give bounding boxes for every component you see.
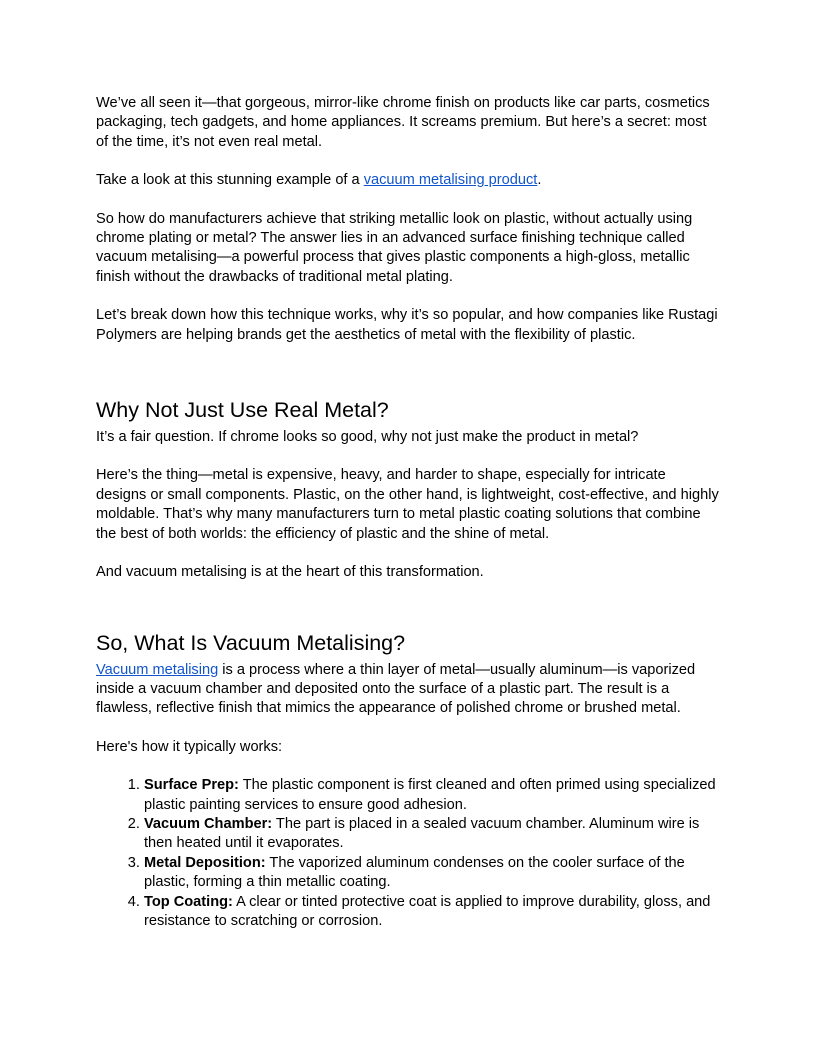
list-item xyxy=(144,893,720,932)
what-paragraph-1-body: is a process where a thin layer of metal—usually aluminum—is vaporized inside a vacuum chamber and deposited onto the surface of a plastic part. The result is a flawless, reflective finish that mimics the appearance of polished chrome or brushed metal. xyxy=(96,661,696,717)
why-heading: Why Not Just Use Real Metal? xyxy=(96,398,389,423)
step-text: The vaporized aluminum condenses on the cooler surface of the plastic, forming a thin metallic coating. xyxy=(144,854,685,891)
step-title: Surface Prep: xyxy=(144,777,239,794)
what-paragraph-1 xyxy=(96,661,720,719)
step-title: Vacuum Chamber: xyxy=(144,815,273,832)
list-item xyxy=(144,815,720,854)
vacuum-metalising-product-link[interactable]: vacuum metalising product xyxy=(363,172,538,189)
step-title: Metal Deposition: xyxy=(144,854,266,871)
intro-paragraph-2-end: . xyxy=(537,172,542,189)
list-item xyxy=(144,854,720,893)
intro-paragraph-2 xyxy=(96,171,720,190)
what-paragraph-2: Here's how it typically works: xyxy=(96,738,283,755)
intro-paragraph-2-lead: Take a look at this stunning example of a xyxy=(96,172,364,189)
intro-paragraph-1: We’ve all seen it—that gorgeous, mirror-like chrome finish on products like car parts, cosmetics packaging, tech gadgets, and home appliances. It screams premium. But here’s a secret: most of the time, it’s not even real metal. xyxy=(96,95,710,150)
intro-paragraph-3: So how do manufacturers achieve that striking metallic look on plastic, without actually using chrome plating or metal? The answer lies in an advanced surface finishing technique called vacuum metalising—a powerful process that gives plastic components a high-gloss, metallic finish without the drawbacks of traditional metal plating. xyxy=(96,210,693,285)
why-paragraph-1: It’s a fair question. If chrome looks so good, why not just make the product in metal? xyxy=(96,429,639,446)
intro-paragraph-4: Let’s break down how this technique works, why it’s so popular, and how companies like Rustagi Polymers are helping brands get the aesthetics of metal with the flexibility of plastic. xyxy=(96,307,718,343)
step-title: Top Coating: xyxy=(144,893,233,910)
step-text: The part is placed in a sealed vacuum chamber. Aluminum wire is then heated until it evaporates. xyxy=(144,815,700,852)
list-item xyxy=(144,776,720,815)
step-text: A clear or tinted protective coat is applied to improve durability, gloss, and resistance to scratching or corrosion. xyxy=(144,893,711,929)
why-paragraph-2: Here’s the thing—metal is expensive, heavy, and harder to shape, especially for intricate designs or small components. Plastic, on the other hand, is lightweight, cost-effective, and highly moldable. That’s why many manufacturers turn to metal plastic coating solutions that combine the best of both worlds: the efficiency of plastic and the shine of metal. xyxy=(96,467,719,542)
why-paragraph-3: And vacuum metalising is at the heart of this transformation. xyxy=(96,564,484,581)
vacuum-metalising-link[interactable]: Vacuum metalising xyxy=(96,661,219,678)
what-heading: So, What Is Vacuum Metalising? xyxy=(96,630,406,655)
process-steps-list xyxy=(96,776,720,931)
step-text: The plastic component is first cleaned and often primed using specialized plastic painting services to ensure good adhesion. xyxy=(144,777,716,813)
